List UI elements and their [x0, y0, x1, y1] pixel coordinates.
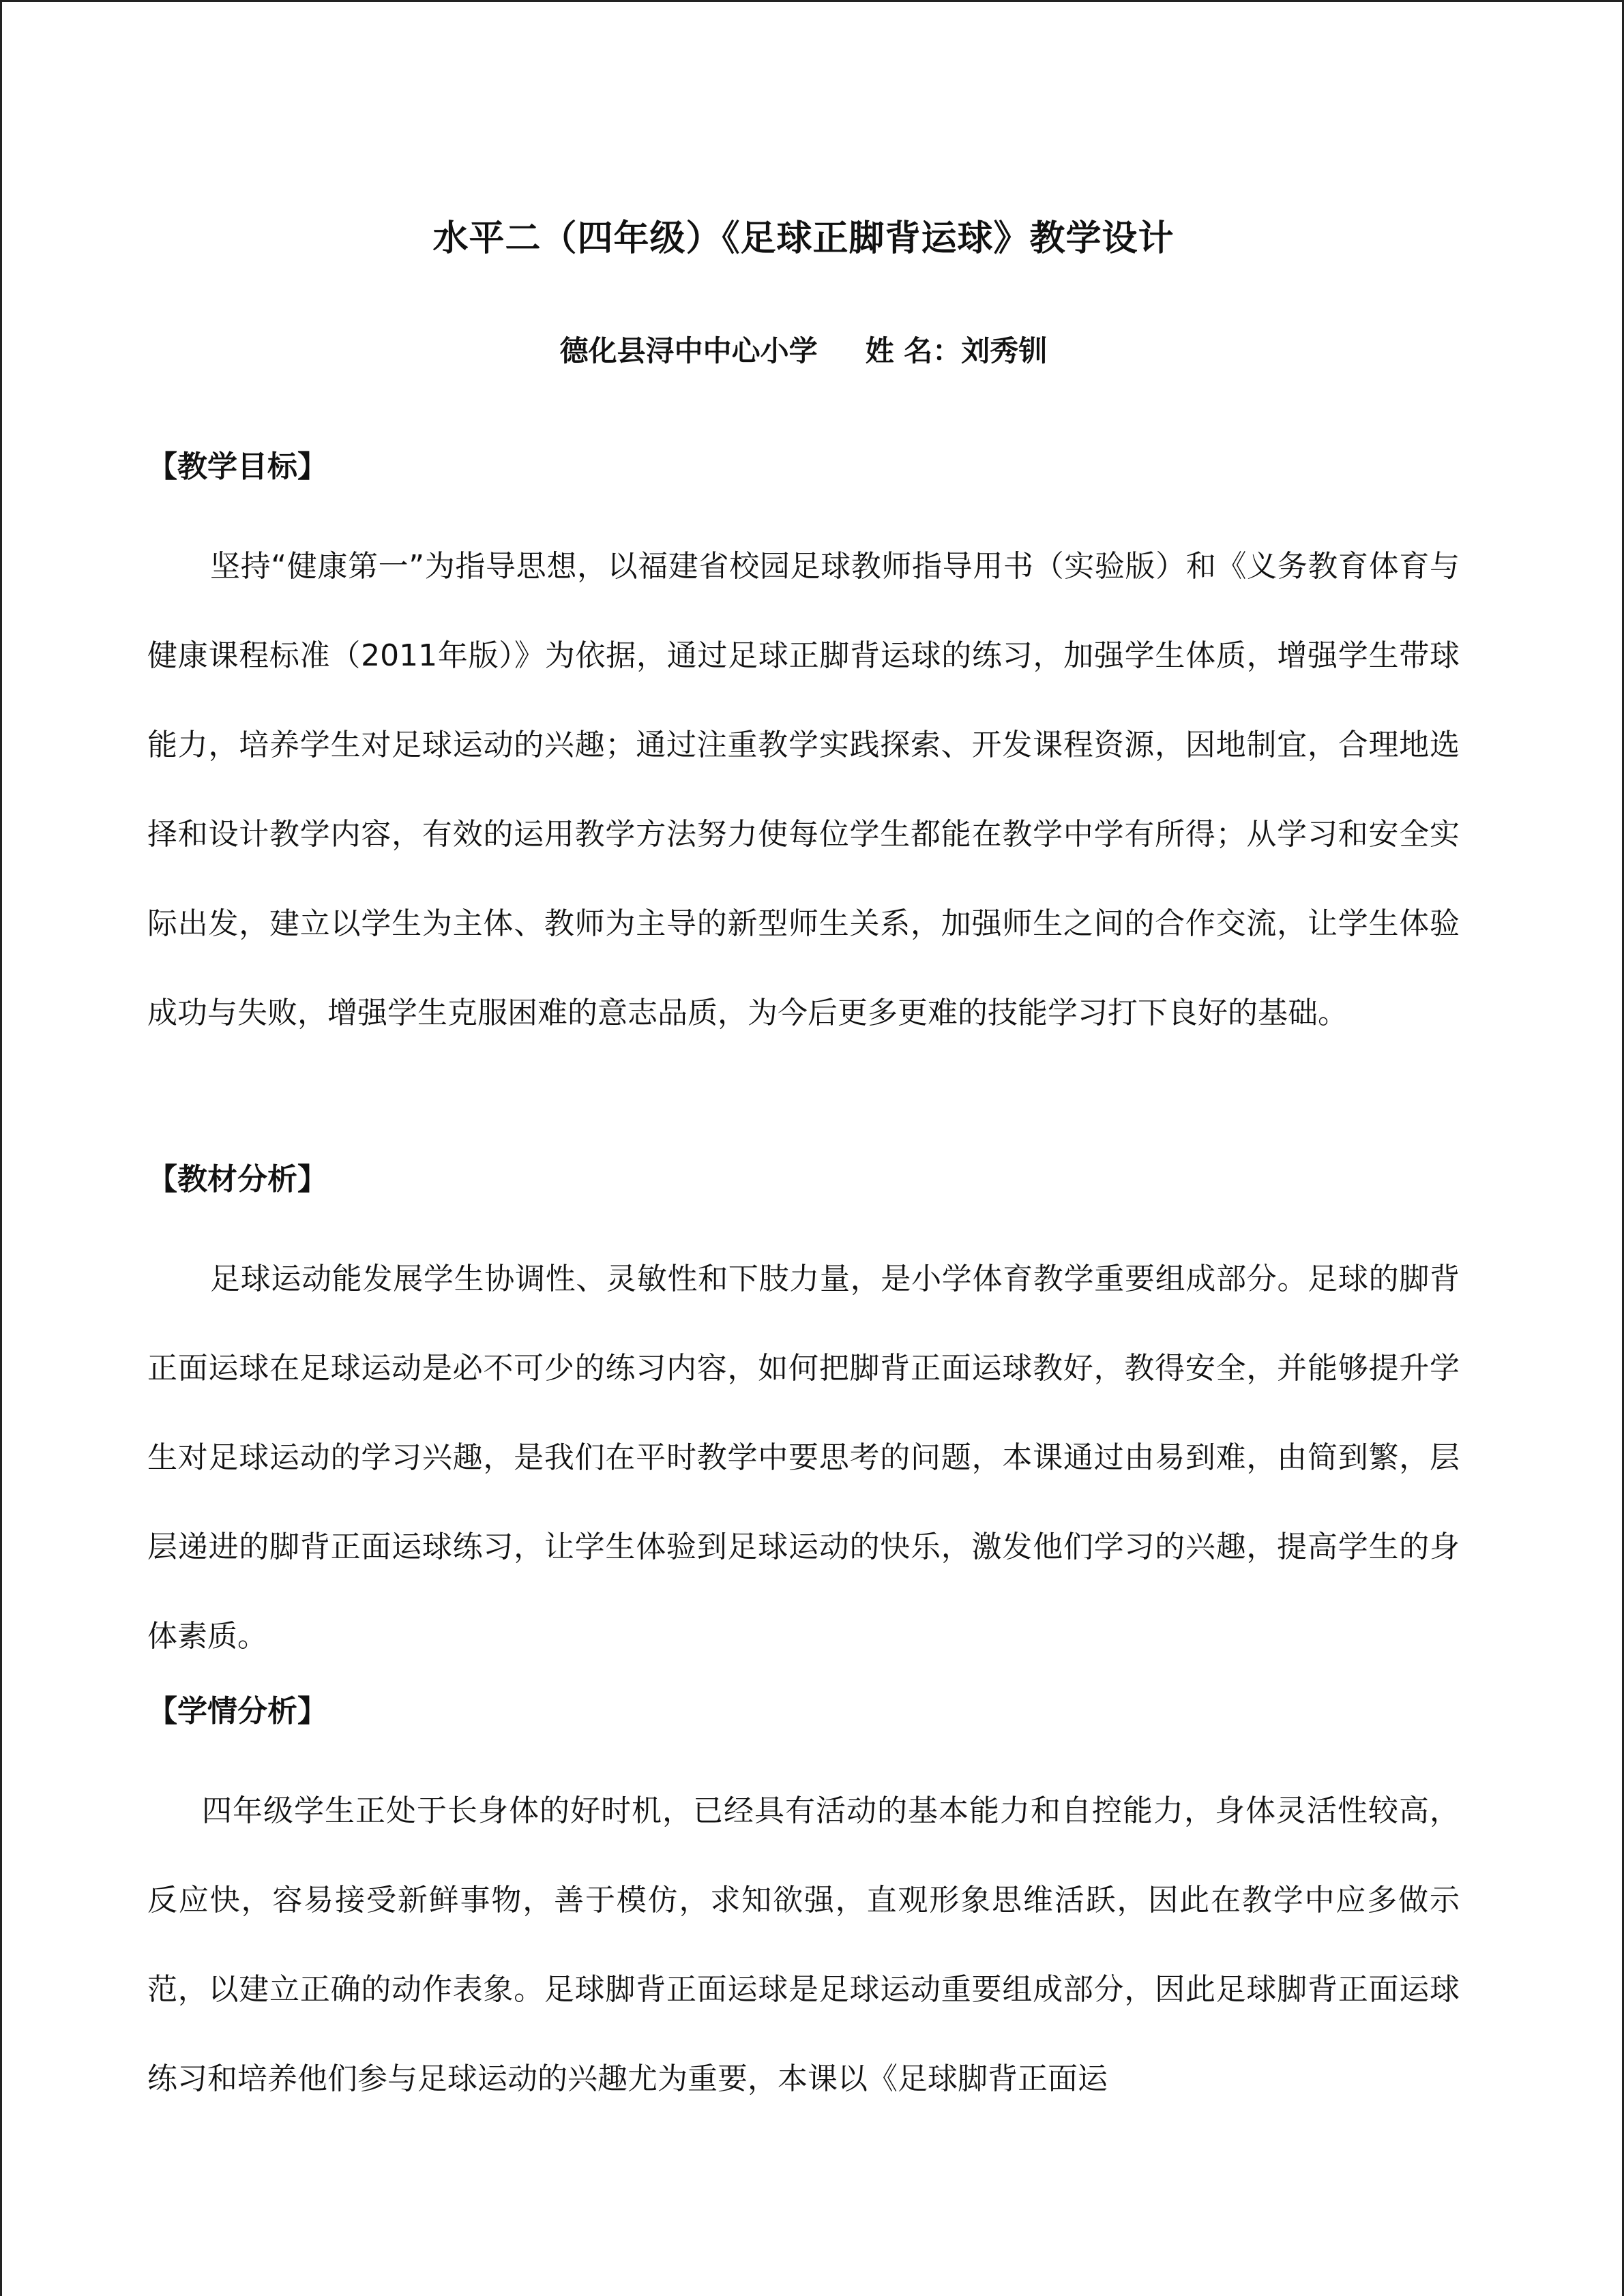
document-title: 水平二（四年级）《足球正脚背运球》教学设计 — [432, 218, 1175, 259]
section-heading: 【学情分析】 — [147, 1694, 327, 1729]
author-school: 德化县浔中中心小学 — [559, 334, 818, 368]
section-heading: 【教材分析】 — [147, 1162, 327, 1197]
section-student-analysis — [147, 1684, 1460, 2123]
section-paragraph: 四年级学生正处于长身体的好时机，已经具有活动的基本能力和自控能力，身体灵活性较高，反应快，容易接受新鲜事物，善于模仿，求知欲强，直观形象思维活跃，因此在教学中应多做示范，以建立正确的动作表象。足球脚背正面运球是足球运动重要组成部分，因此足球脚背正面运球练习和培养他们参与足球运动的兴趣尤为重要，本课以《足球脚背正面运 — [147, 1793, 1460, 2096]
section-heading: 【教学目标】 — [147, 449, 327, 484]
section-material-analysis — [147, 1152, 1460, 1681]
section-paragraph: 足球运动能发展学生协调性、灵敏性和下肢力量，是小学体育教学重要组成部分。足球的脚背正面运球在足球运动是必不可少的练习内容，如何把脚背正面运球教好，教得安全，并能够提升学生对足球运动的学习兴趣，是我们在平时教学中要思考的问题，本课通过由易到难，由简到繁，层层递进的脚背正面运球练习，让学生体验到足球运动的快乐，激发他们学习的兴趣，提高学生的身体素质。 — [147, 1262, 1460, 1654]
section-teaching-goals — [147, 440, 1460, 1058]
author-line — [147, 324, 1460, 378]
section-paragraph: 坚持“健康第一”为指导思想，以福建省校园足球教师指导用书（实验版）和《义务教育体育与健康课程标准（2011年版）》为依据，通过足球正脚背运球的练习，加强学生体质，增强学生带球能力，培养学生对足球运动的兴趣；通过注重教学实践探索、开发课程资源，因地制宜，合理地选择和设计教学内容，有效的运用教学方法努力使每位学生都能在教学中学有所得；从学习和安全实际出发，建立以学生为主体、教师为主导的新型师生关系，加强师生之间的合作交流，让学生体验成功与失败，增强学生克服困难的意志品质，为今后更多更难的技能学习打下良好的基础。 — [147, 549, 1460, 1030]
author-name: 姓 名：刘秀钏 — [865, 334, 1048, 368]
